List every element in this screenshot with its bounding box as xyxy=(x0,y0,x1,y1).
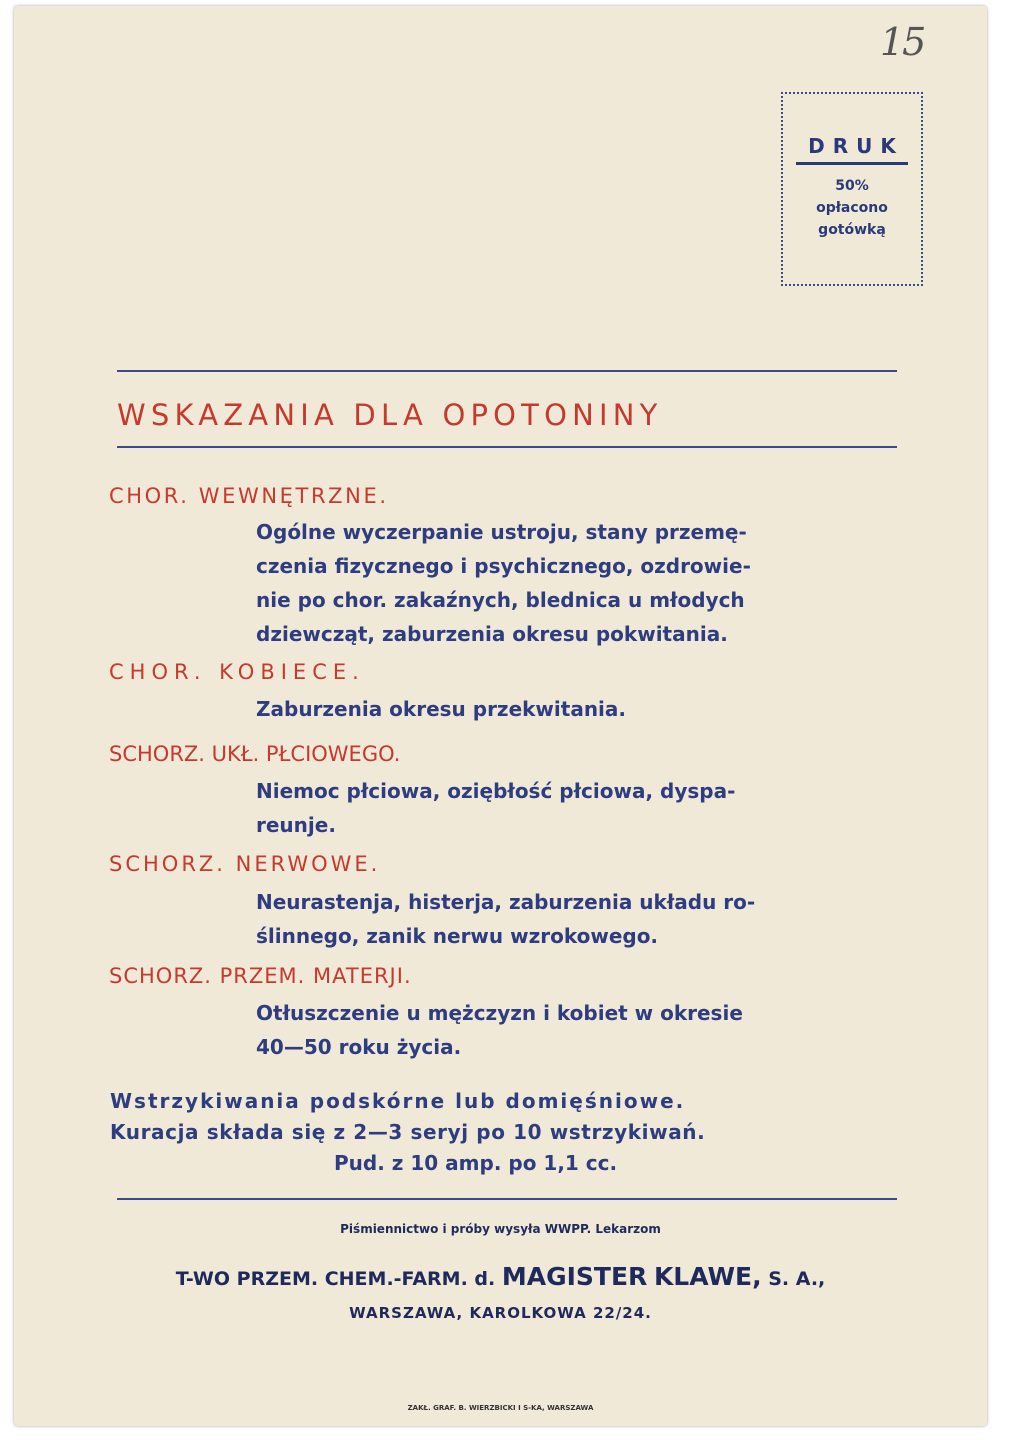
text-line: Otłuszczenie u mężczyzn i kobiet w okresie xyxy=(256,1001,743,1025)
company-name xyxy=(14,1262,987,1291)
text-line: Niemoc płciowa, oziębłość płciowa, dyspa- xyxy=(256,779,736,803)
stamp-percent: 50% xyxy=(835,178,869,194)
printer-imprint: ZAKŁ. GRAF. B. WIERZBICKI I S-KA, WARSZAWA xyxy=(407,1404,594,1412)
stamp-line-paid: opłacono xyxy=(816,200,888,216)
dosage-block xyxy=(110,1086,900,1179)
section-text-nervous-diseases xyxy=(256,885,896,953)
category-internal-diseases: CHOR. WEWNĘTRZNE. xyxy=(109,484,389,508)
dosage-line-injections: Wstrzykiwania podskórne lub domięśniowe. xyxy=(110,1089,686,1113)
text-line: 40—50 roku życia. xyxy=(256,1035,462,1059)
category-metabolic-diseases: SCHORZ. PRZEM. MATERJI. xyxy=(109,964,412,988)
stamp-line-cash: gotówką xyxy=(818,222,886,238)
leaflet-card xyxy=(14,6,987,1426)
section-text-womens-diseases xyxy=(256,692,896,726)
top-divider xyxy=(117,370,897,372)
section-text-reproductive-system xyxy=(256,774,896,842)
text-line: nie po chor. zakaźnych, blednica u młodych xyxy=(256,588,745,612)
dosage-line-course: Kuracja składa się z 2—3 seryj po 10 wstrzykiwań. xyxy=(110,1120,706,1144)
section-text-internal-diseases xyxy=(256,515,896,651)
text-line: ślinnego, zanik nerwu wzrokowego. xyxy=(256,924,659,948)
category-nervous-diseases: SCHORZ. NERWOWE. xyxy=(109,852,381,876)
company-magister: MAGISTER xyxy=(501,1262,648,1291)
category-reproductive-system: SCHORZ. UKŁ. PŁCIOWEGO. xyxy=(109,742,401,766)
text-line: Ogólne wyczerpanie ustroju, stany przemę- xyxy=(256,520,747,544)
company-prefix: T-WO PRZEM. CHEM.-FARM. d. xyxy=(175,1268,496,1290)
literature-note: Piśmiennictwo i próby wysyła WWPP. Lekarzom xyxy=(340,1222,661,1236)
text-line: Zaburzenia okresu przekwitania. xyxy=(256,697,627,721)
handwritten-number: 15 xyxy=(880,20,925,64)
company-address: WARSZAWA, KAROLKOWA 22/24. xyxy=(349,1304,652,1322)
heading-underline xyxy=(117,446,897,448)
category-womens-diseases: CHOR. KOBIECE. xyxy=(109,660,365,684)
dosage-line-package: Pud. z 10 amp. po 1,1 cc. xyxy=(334,1151,618,1175)
text-line: czenia fizycznego i psychicznego, ozdrowie- xyxy=(256,554,751,578)
text-line: dziewcząt, zaburzenia okresu pokwitania. xyxy=(256,622,728,646)
postage-stamp-box xyxy=(781,92,923,286)
text-line: reunje. xyxy=(256,813,336,837)
footer-divider xyxy=(117,1198,897,1200)
section-text-metabolic-diseases xyxy=(256,996,896,1064)
stamp-title: DRUK xyxy=(796,134,908,165)
company-suffix: S. A., xyxy=(768,1268,826,1290)
text-line: Neurastenja, histerja, zaburzenia układu ro- xyxy=(256,890,756,914)
company-klawe: KLAWE, xyxy=(653,1262,762,1291)
page-title: WSKAZANIA DLA OPOTONINY xyxy=(117,398,663,432)
